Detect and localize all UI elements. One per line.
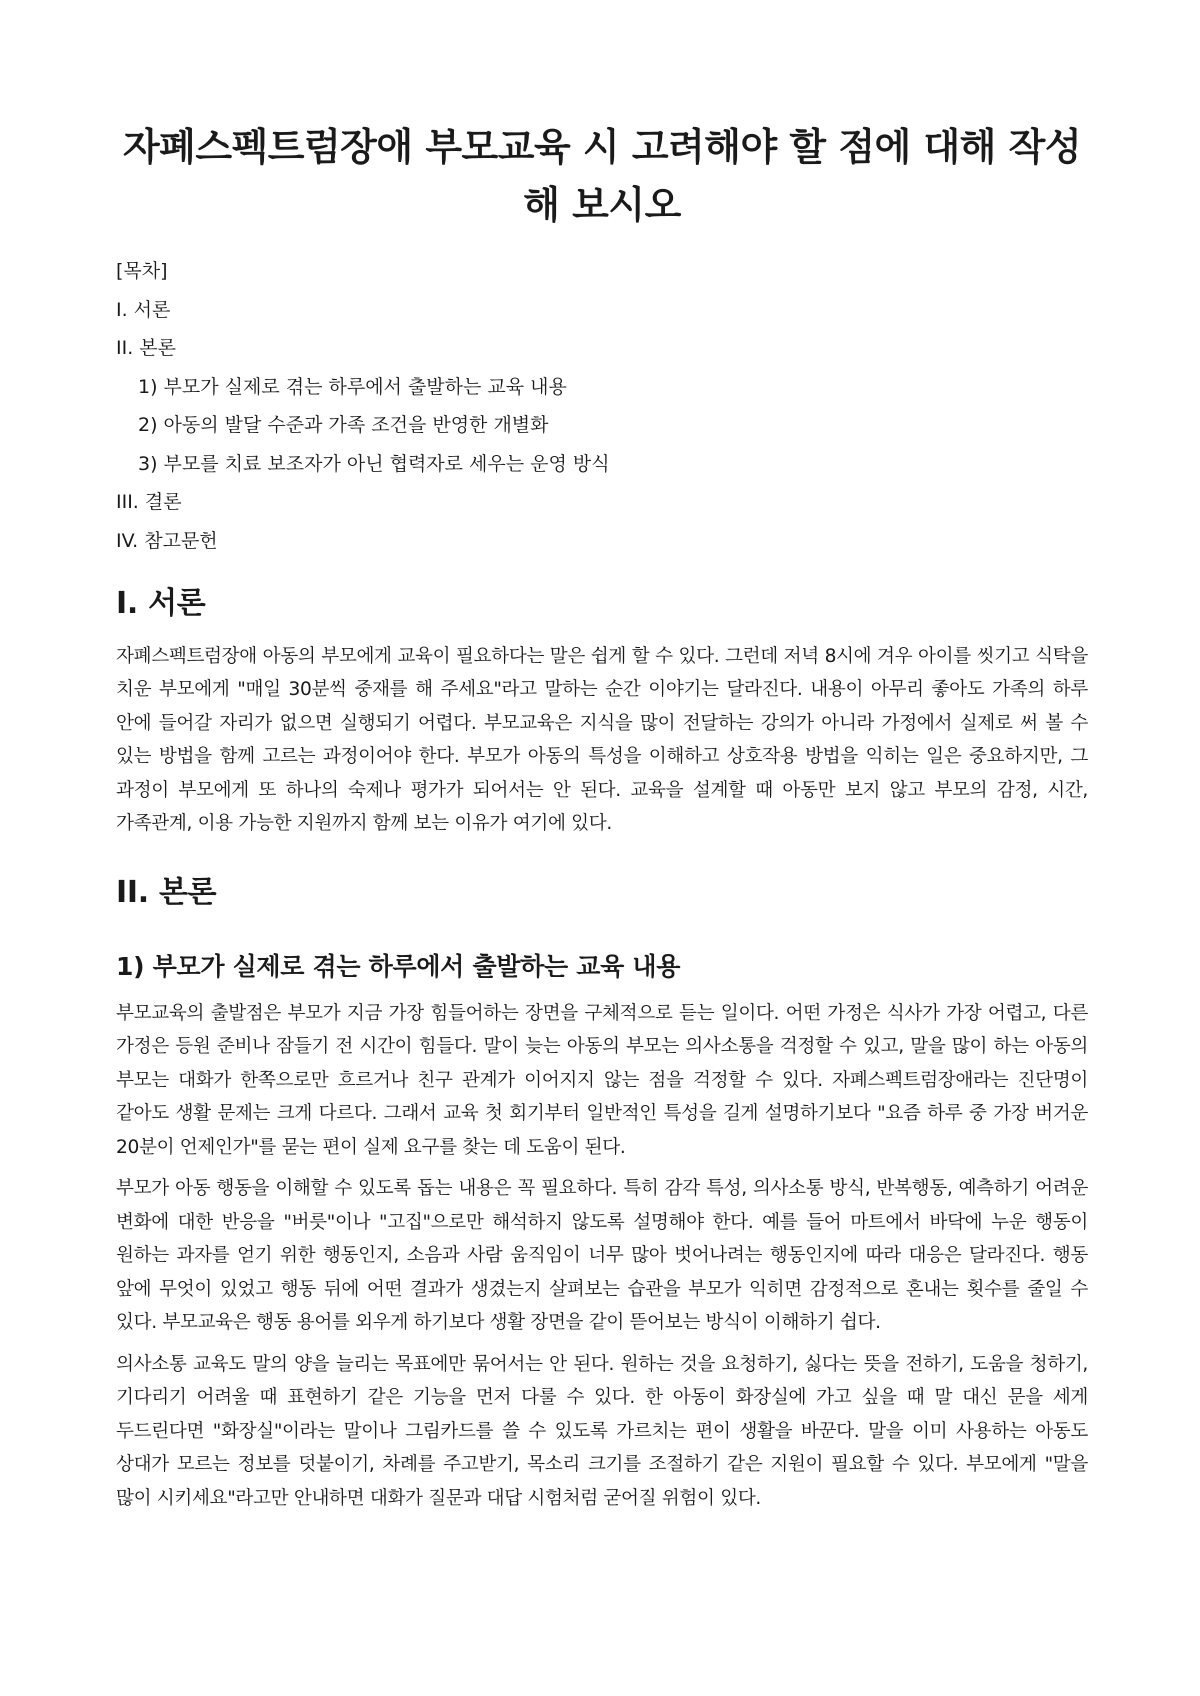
- toc-item-body: II. 본론: [116, 337, 176, 359]
- section-heading-body: II. 본론: [116, 874, 217, 910]
- toc-item-intro: I. 서론: [116, 298, 171, 321]
- toc-item-conclusion: III. 결론: [116, 491, 182, 513]
- intro-paragraph: 자폐스펙트럼장애 아동의 부모에게 교육이 필요하다는 말은 쉽게 할 수 있다. 그런데 저녁 8시에 겨우 아이를 씻기고 식탁을 치운 부모에게 "매일 30분씩 중재를 해 주세요"라고 말하는 순간 이야기는 달라진다. 내용이 아무리 좋아도 가족의 하루 안에 들어갈 자리가 없으면 실행되기 어렵다. 부모교육은 지식을 많이 전달하는 강의가 아니라 가정에서 실제로 써 볼 수 있는 방법을 함께 고르는 과정이어야 한다. 부모가 아동의 특성을 이해하고 상호작용 방법을 익히는 일은 중요하지만, 그 과정이 부모에게 또 하나의 숙제나 평가가 되어서는 안 된다. 교육을 설계할 때 아동만 보지 않고 부모의 감정, 시간, 가족관계, 이용 가능한 지원까지 함께 보는 이유가 여기에 있다.: [116, 645, 1088, 834]
- toc-heading: [목차]: [116, 260, 168, 282]
- subsection-heading-1: 1) 부모가 실제로 겪는 하루에서 출발하는 교육 내용: [116, 951, 681, 981]
- toc-item-references: IV. 참고문헌: [116, 529, 218, 552]
- toc-item-body-3: 3) 부모를 치료 보조자가 아닌 협력자로 세우는 운영 방식: [138, 452, 610, 475]
- toc-item-body-2: 2) 아동의 발달 수준과 가족 조건을 반영한 개별화: [138, 414, 549, 436]
- document-title: 자폐스펙트럼장애 부모교육 시 고려해야 할 점에 대해 작성해 보시오: [122, 125, 1082, 227]
- body-paragraph: 부모가 아동 행동을 이해할 수 있도록 돕는 내용은 꼭 필요하다. 특히 감각 특성, 의사소통 방식, 반복행동, 예측하기 어려운 변화에 대한 반응을 "버릇"이나 "고집"으로만 해석하지 않도록 설명해야 한다. 예를 들어 마트에서 바닥에 누운 행동이 원하는 과자를 얻기 위한 행동인지, 소음과 사람 움직임이 너무 많아 벗어나려는 행동인지에 따라 대응은 달라진다. 행동 앞에 무엇이 있었고 행동 뒤에 어떤 결과가 생겼는지 살펴보는 습관을 부모가 익히면 감정적으로 혼내는 횟수를 줄일 수 있다. 부모교육은 행동 용어를 외우게 하기보다 생활 장면을 같이 뜯어보는 방식이 이해하기 쉽다.: [116, 1178, 1088, 1333]
- table-of-contents: [116, 258, 1088, 554]
- body-paragraph: 부모교육의 출발점은 부모가 지금 가장 힘들어하는 장면을 구체적으로 듣는 일이다. 어떤 가정은 식사가 가장 어렵고, 다른 가정은 등원 준비나 잠들기 전 시간이 힘들다. 말이 늦는 아동의 부모는 의사소통을 걱정할 수 있고, 말을 많이 하는 아동의 부모는 대화가 한쪽으로만 흐르거나 친구 관계가 이어지지 않는 점을 걱정할 수 있다. 자폐스펙트럼장애라는 진단명이 같아도 생활 문제는 크게 다르다. 그래서 교육 첫 회기부터 일반적인 특성을 길게 설명하기보다 "요즘 하루 중 가장 버거운 20분이 언제인가"를 묻는 편이 실제 요구를 찾는 데 도움이 된다.: [116, 1002, 1088, 1158]
- section-heading-intro: I. 서론: [116, 585, 206, 621]
- body-paragraph: 의사소통 교육도 말의 양을 늘리는 목표에만 묶어서는 안 된다. 원하는 것을 요청하기, 싫다는 뜻을 전하기, 도움을 청하기, 기다리기 어려울 때 표현하기 같은 기능을 먼저 다룰 수 있다. 한 아동이 화장실에 가고 싶을 때 말 대신 문을 세게 두드린다면 "화장실"이라는 말이나 그림카드를 쓸 수 있도록 가르치는 편이 생활을 바꾼다. 말을 이미 사용하는 아동도 상대가 모르는 정보를 덧붙이기, 차례를 주고받기, 목소리 크기를 조절하기 같은 지원이 필요할 수 있다. 부모에게 "말을 많이 시키세요"라고만 안내하면 대화가 질문과 대답 시험처럼 굳어질 위험이 있다.: [116, 1353, 1088, 1509]
- toc-item-body-1: 1) 부모가 실제로 겪는 하루에서 출발하는 교육 내용: [138, 375, 567, 398]
